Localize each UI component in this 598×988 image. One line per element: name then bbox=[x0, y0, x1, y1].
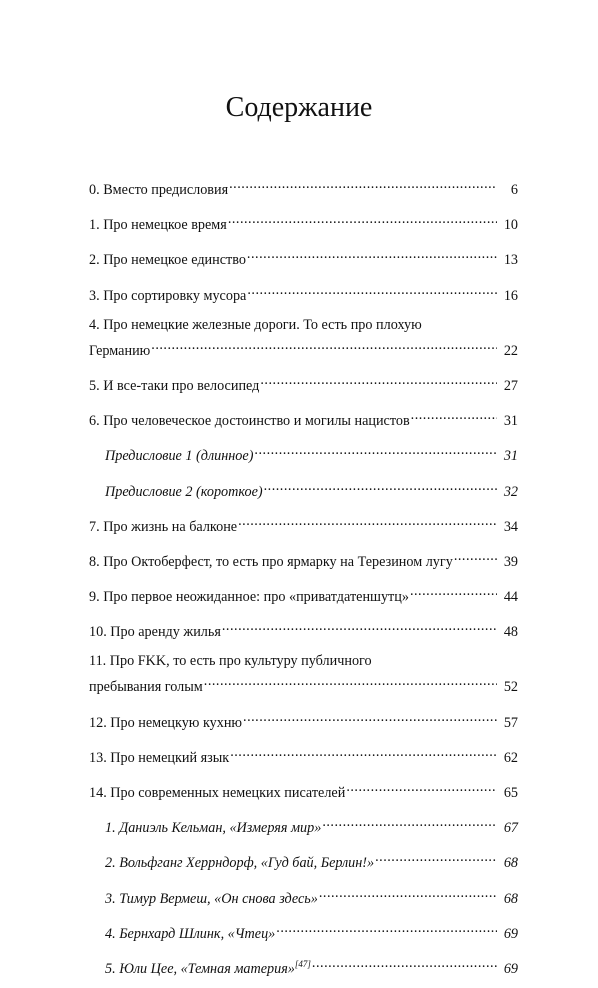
toc-entry-title: 5. Юли Цее, «Темная материя»[47] bbox=[105, 958, 311, 977]
toc-entry[interactable] bbox=[89, 742, 518, 768]
toc-page-number: 6 bbox=[510, 182, 518, 198]
dot-leader bbox=[375, 847, 497, 867]
dot-leader bbox=[243, 707, 497, 727]
toc-entry-title: 0. Вместо предисловия bbox=[89, 182, 229, 198]
toc-page-number: 27 bbox=[503, 377, 518, 394]
table-of-contents bbox=[89, 174, 518, 988]
toc-entry-title: 9. Про первое неожиданное: про «приватдатеншутц» bbox=[89, 589, 409, 606]
toc-page-number: 67 bbox=[503, 820, 518, 837]
dot-leader bbox=[312, 953, 497, 973]
toc-entry[interactable] bbox=[89, 707, 518, 733]
toc-page-number: 69 bbox=[503, 925, 518, 942]
dot-leader bbox=[322, 812, 497, 832]
toc-page-number: 31 bbox=[503, 448, 518, 465]
toc-entry[interactable] bbox=[89, 546, 518, 572]
toc-page-number: 22 bbox=[503, 342, 518, 359]
toc-entry-title: 14. Про современных немецких писателей bbox=[89, 785, 346, 801]
toc-entry[interactable] bbox=[89, 280, 518, 306]
toc-entry[interactable] bbox=[89, 616, 518, 642]
dot-leader bbox=[264, 476, 497, 496]
dot-leader bbox=[346, 777, 497, 797]
dot-leader bbox=[229, 174, 497, 194]
dot-leader bbox=[410, 581, 497, 601]
toc-page-number: 68 bbox=[503, 890, 518, 907]
dot-leader bbox=[247, 244, 497, 264]
toc-page-number: 39 bbox=[503, 553, 518, 570]
toc-page-number: 57 bbox=[503, 714, 518, 731]
toc-entry-title: 6. Про человеческое достоинство и могилы нацистов bbox=[89, 413, 410, 430]
toc-entry[interactable] bbox=[89, 777, 518, 803]
toc-entry-title: 3. Тимур Вермеш, «Он снова здесь» bbox=[105, 890, 318, 907]
dot-leader bbox=[230, 742, 497, 762]
dot-leader bbox=[228, 209, 497, 229]
toc-page-number: 44 bbox=[503, 589, 518, 606]
toc-entry-title: пребывания голым bbox=[89, 679, 203, 696]
toc-page-number: 13 bbox=[503, 252, 518, 269]
toc-entry-title: 7. Про жизнь на балконе bbox=[89, 518, 238, 535]
toc-page-number: 62 bbox=[503, 749, 518, 766]
toc-entry-title: 13. Про немецкий язык bbox=[89, 749, 230, 766]
toc-entry-title: Предисловие 1 (длинное) bbox=[105, 448, 254, 465]
toc-entry-title-line1: 4. Про немецкие железные дороги. То есть про плохую bbox=[89, 316, 422, 333]
toc-entry-title: 4. Бернхард Шлинк, «Чтец» bbox=[105, 925, 276, 942]
toc-entry[interactable] bbox=[89, 405, 518, 431]
dot-leader bbox=[454, 546, 497, 566]
dot-leader bbox=[260, 370, 497, 390]
toc-entry[interactable] bbox=[89, 511, 518, 537]
toc-entry[interactable] bbox=[89, 581, 518, 607]
toc-page-number: 34 bbox=[503, 518, 518, 535]
toc-page-number: 31 bbox=[503, 413, 518, 430]
dot-leader bbox=[151, 335, 497, 355]
toc-entry[interactable] bbox=[89, 174, 518, 200]
toc-subentry[interactable] bbox=[89, 812, 518, 838]
toc-entry-title-line1: 11. Про FKK, то есть про культуру публичного bbox=[89, 653, 372, 670]
dot-leader bbox=[238, 511, 497, 531]
toc-page-number: 48 bbox=[503, 624, 518, 641]
toc-subentry[interactable] bbox=[89, 953, 518, 979]
footnote-reference[interactable]: [47] bbox=[294, 958, 311, 969]
toc-entry[interactable] bbox=[89, 244, 518, 270]
toc-entry-title: Предисловие 2 (короткое) bbox=[105, 483, 263, 500]
toc-entry[interactable] bbox=[89, 370, 518, 396]
toc-entry[interactable] bbox=[89, 315, 518, 361]
toc-entry[interactable] bbox=[89, 209, 518, 235]
toc-entry-title: 8. Про Октоберфест, то есть про ярмарку на Терезином лугу bbox=[89, 553, 453, 570]
toc-page-number: 52 bbox=[503, 679, 518, 696]
toc-entry-title: Германию bbox=[89, 342, 151, 359]
toc-entry-title: 10. Про аренду жилья bbox=[89, 624, 221, 641]
toc-entry-title: 5. И все-таки про велосипед bbox=[89, 377, 260, 394]
dot-leader bbox=[254, 440, 497, 460]
toc-entry[interactable] bbox=[89, 651, 518, 697]
toc-page-number: 32 bbox=[503, 483, 518, 500]
dot-leader bbox=[247, 280, 497, 300]
dot-leader bbox=[204, 671, 497, 691]
toc-subentry[interactable] bbox=[89, 440, 518, 466]
toc-page-number: 69 bbox=[503, 960, 518, 977]
toc-entry-title: 1. Про немецкое время bbox=[89, 217, 227, 234]
dot-leader bbox=[411, 405, 497, 425]
toc-entry-title: 2. Вольфганг Херрндорф, «Гуд бай, Берлин!» bbox=[105, 855, 375, 872]
toc-entry-title: 12. Про немецкую кухню bbox=[89, 714, 243, 731]
toc-entry-title: 2. Про немецкое единство bbox=[89, 252, 246, 269]
page-title: Содержание bbox=[225, 92, 373, 123]
toc-subentry[interactable] bbox=[89, 883, 518, 909]
toc-page-number: 68 bbox=[503, 855, 518, 872]
dot-leader bbox=[222, 616, 497, 636]
toc-subentry[interactable] bbox=[89, 847, 518, 873]
toc-entry-title: 1. Даниэль Кельман, «Измеряя мир» bbox=[105, 820, 322, 837]
toc-page-number: 10 bbox=[503, 217, 518, 234]
dot-leader bbox=[276, 918, 497, 938]
toc-subentry[interactable] bbox=[89, 918, 518, 944]
toc-page-number: 65 bbox=[503, 785, 518, 801]
toc-entry-title: 3. Про сортировку мусора bbox=[89, 287, 247, 304]
toc-subentry[interactable] bbox=[89, 476, 518, 502]
toc-page-number: 16 bbox=[503, 287, 518, 304]
